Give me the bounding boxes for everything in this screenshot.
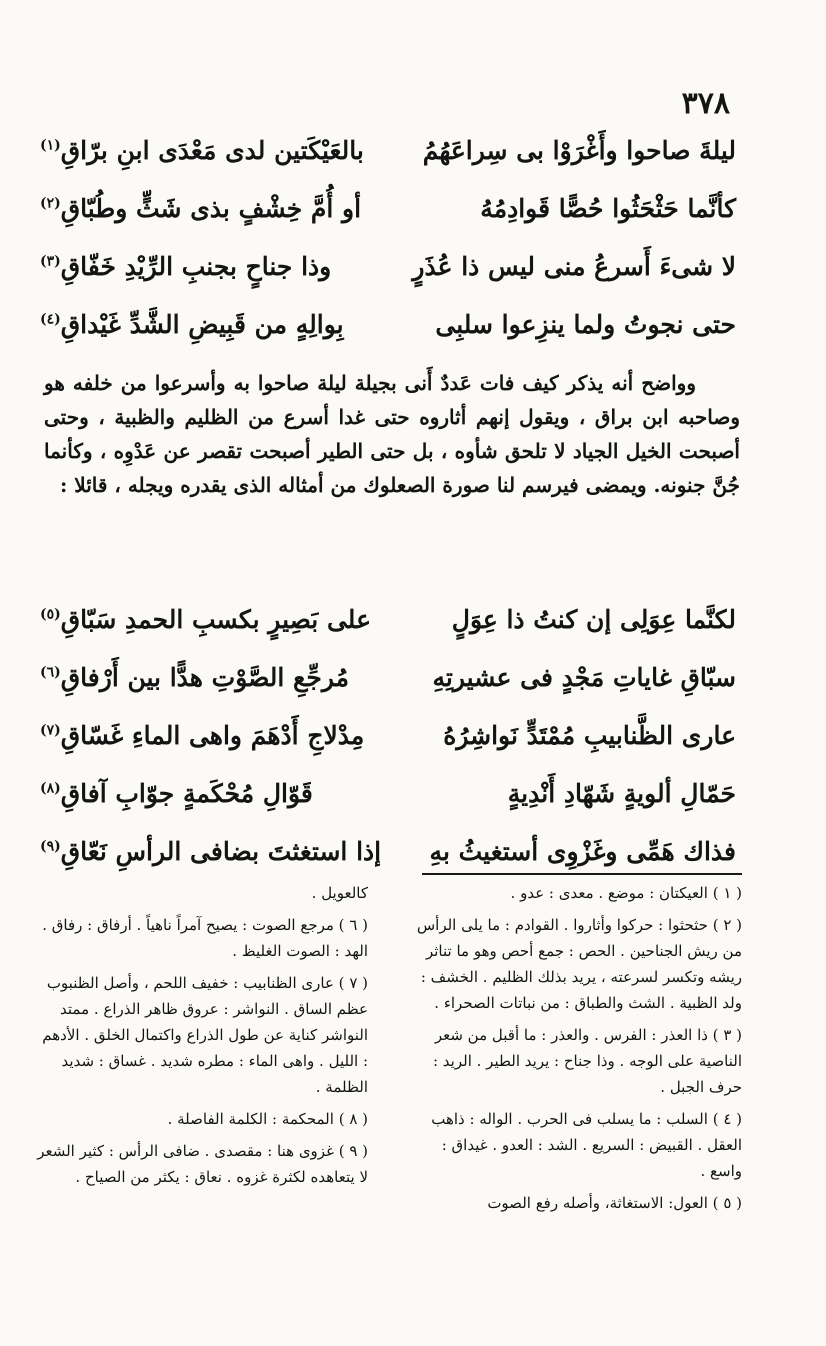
prose-paragraph <box>44 366 740 502</box>
verse <box>40 310 736 368</box>
footnote-reference: (٦) <box>40 664 61 681</box>
verse <box>40 252 736 310</box>
first-hemistich: سبّاقِ غاياتِ مَجْدٍ فى عشيرتِهِ <box>432 663 736 692</box>
verse <box>40 779 736 837</box>
first-hemistich: حتى نجوتُ ولما ينزِعوا سلبِى <box>435 310 736 339</box>
second-hemistich: بالعَيْكَتين لدى مَعْدَى ابنِ برّاقِ$^{(١)}$ <box>40 136 364 165</box>
poem-section-2 <box>40 605 736 895</box>
footnote-reference: (١) <box>40 137 61 154</box>
footnote-reference: (٢) <box>40 195 61 212</box>
second-hemistich: على بَصِيرٍ بكسبِ الحمدِ سَبّاقِ$^{(٥)}$ <box>40 605 371 634</box>
first-hemistich: كأنَّما حَثْحَثُوا حُصًّا قَوادِمُهُ <box>480 194 736 223</box>
second-hemistich: وذا جناحٍ بجنبِ الرِّيْدِ خَفّاقِ$^{(٣)}$ <box>40 252 332 281</box>
footnote: ( ٣ ) ذا العذر : الفرس . والعذر : ما أقبل من شعر الناصية على الوجه . وذا جناح : يريد الطير . الريد : حرف الجبل . <box>432 1026 742 1096</box>
footnote: ( ٩ ) غزوى هنا : مقصدى . ضافى الرأس : كثير الشعر لا يتعاهده لكثرة غزوه . نعاق : يكثر من الصياح . <box>37 1142 368 1186</box>
paragraph-text: وواضح أنه يذكر كيف فات عَددٌ أَنى بجيلة ليلة صاحوا به وأسرعوا من خلفه هو وصاحبه ابن براق ، ويقول إنهم أثاروه حتى غدا أسرع من الظليم والظبية ، وحتى أصبحت الخيل الجياد لا تلحق شأوه ، بل حتى الطير أصبحت تقصر عن عَدْوِه ، وكأنما جُنَّ جنونه. ويمضى فيرسم لنا صورة الصعلوك من أمثاله الذى يقدره ويجله ، قائلا : <box>44 371 740 497</box>
footnote-reference: (٤) <box>40 311 61 328</box>
footnotes-right-column <box>412 880 742 1222</box>
first-hemistich: لكنَّما عِوَلِى إن كنتُ ذا عِوَلٍ <box>451 605 736 634</box>
footnote-reference: (٨) <box>40 780 61 797</box>
second-hemistich: بِوالِهٍ من قَبِيضِ الشَّدِّ غَيْداقِ$^{(٤)}$ <box>40 310 344 339</box>
page-number: ٣٧٨ <box>681 86 730 121</box>
footnote-reference: (٧) <box>40 722 61 739</box>
verse <box>40 136 736 194</box>
footnote: ( ٤ ) السلب : ما يسلب فى الحرب . الواله : ذاهب العقل . القبيض : السريع . الشد : العدو . غيداق : واسع . <box>431 1110 742 1180</box>
verse <box>40 605 736 663</box>
footnotes-left-column <box>36 880 368 1196</box>
first-hemistich: حَمّالِ ألويةٍ شَهّادِ أَنْدِيةٍ <box>507 779 736 808</box>
poem-section-1 <box>40 136 736 368</box>
second-hemistich: أو أُمَّ خِشْفٍ بذى شَثٍّ وطُبّاقِ$^{(٢)}$ <box>40 194 362 223</box>
footnote-reference: (٩) <box>40 838 61 855</box>
second-hemistich: قَوّالِ مُحْكَمةٍ جوّابِ آفاقِ$^{(٨)}$ <box>40 779 313 808</box>
second-hemistich: إذا استغثتَ بضافى الرأسِ نَعّاقِ$^{(٩)}$ <box>40 837 382 866</box>
footnote: ( ٦ ) مرجع الصوت : يصيح آمراً ناهياً . أرفاق : رفاق . الهد : الصوت الغليظ . <box>42 916 368 960</box>
verse <box>40 194 736 252</box>
footnote: ( ٨ ) المحكمة : الكلمة الفاصلة . <box>167 1110 368 1128</box>
footnote: ( ٢ ) حثحثوا : حركوا وأثاروا . القوادم : ما يلى الرأس من ريش الجناحين . الحص : جمع أحص وهو ما تناثر ريشه وتكسر لسرعته ، يريد بذلك الظليم . الخشف : ولد الظبية . الشث والطباق : من نباتات الصحراء . <box>416 916 742 1012</box>
first-hemistich: عارى الظَّنابيبِ مُمْتَدٍّ نَواشِرُهُ <box>443 721 736 750</box>
first-hemistich: لا شىءَ أَسرعُ منى ليس ذا عُذَرٍ <box>412 252 736 281</box>
second-hemistich: مِدْلاجِ أَدْهَمَ واهى الماءِ غَسّاقِ$^{(٧)}$ <box>40 721 365 750</box>
footnote: كالعويل . <box>311 884 368 902</box>
footnote-divider <box>422 873 742 875</box>
verse <box>40 721 736 779</box>
first-hemistich: فذاك هَمِّى وغَزْوِى أستغيثُ بهِ <box>429 837 736 866</box>
footnote: ( ١ ) العيكتان : موضع . معدى : عدو . <box>510 884 742 902</box>
footnote-reference: (٣) <box>40 253 61 270</box>
verse <box>40 663 736 721</box>
footnote: ( ٥ ) العول: الاستغاثة، وأصله رفع الصوت <box>487 1194 742 1212</box>
footnote: ( ٧ ) عارى الظنابيب : خفيف اللحم ، وأصل الظنبوب عظم الساق . النواشر : عروق ظاهر الذراع . ممتد النواشر كناية عن طول الذراع واكتمال الخلق . الأدهم : الليل . واهى الماء : مطره شديد . غساق : شديد الظلمة . <box>42 974 368 1096</box>
second-hemistich: مُرجِّعِ الصَّوْتِ هدًّا بين أَرْفاقِ$^{(٦)}$ <box>40 663 350 692</box>
first-hemistich: ليلةَ صاحوا وأَغْرَوْا بى سِراعَهُمُ <box>422 136 736 165</box>
footnote-reference: (٥) <box>40 606 61 623</box>
